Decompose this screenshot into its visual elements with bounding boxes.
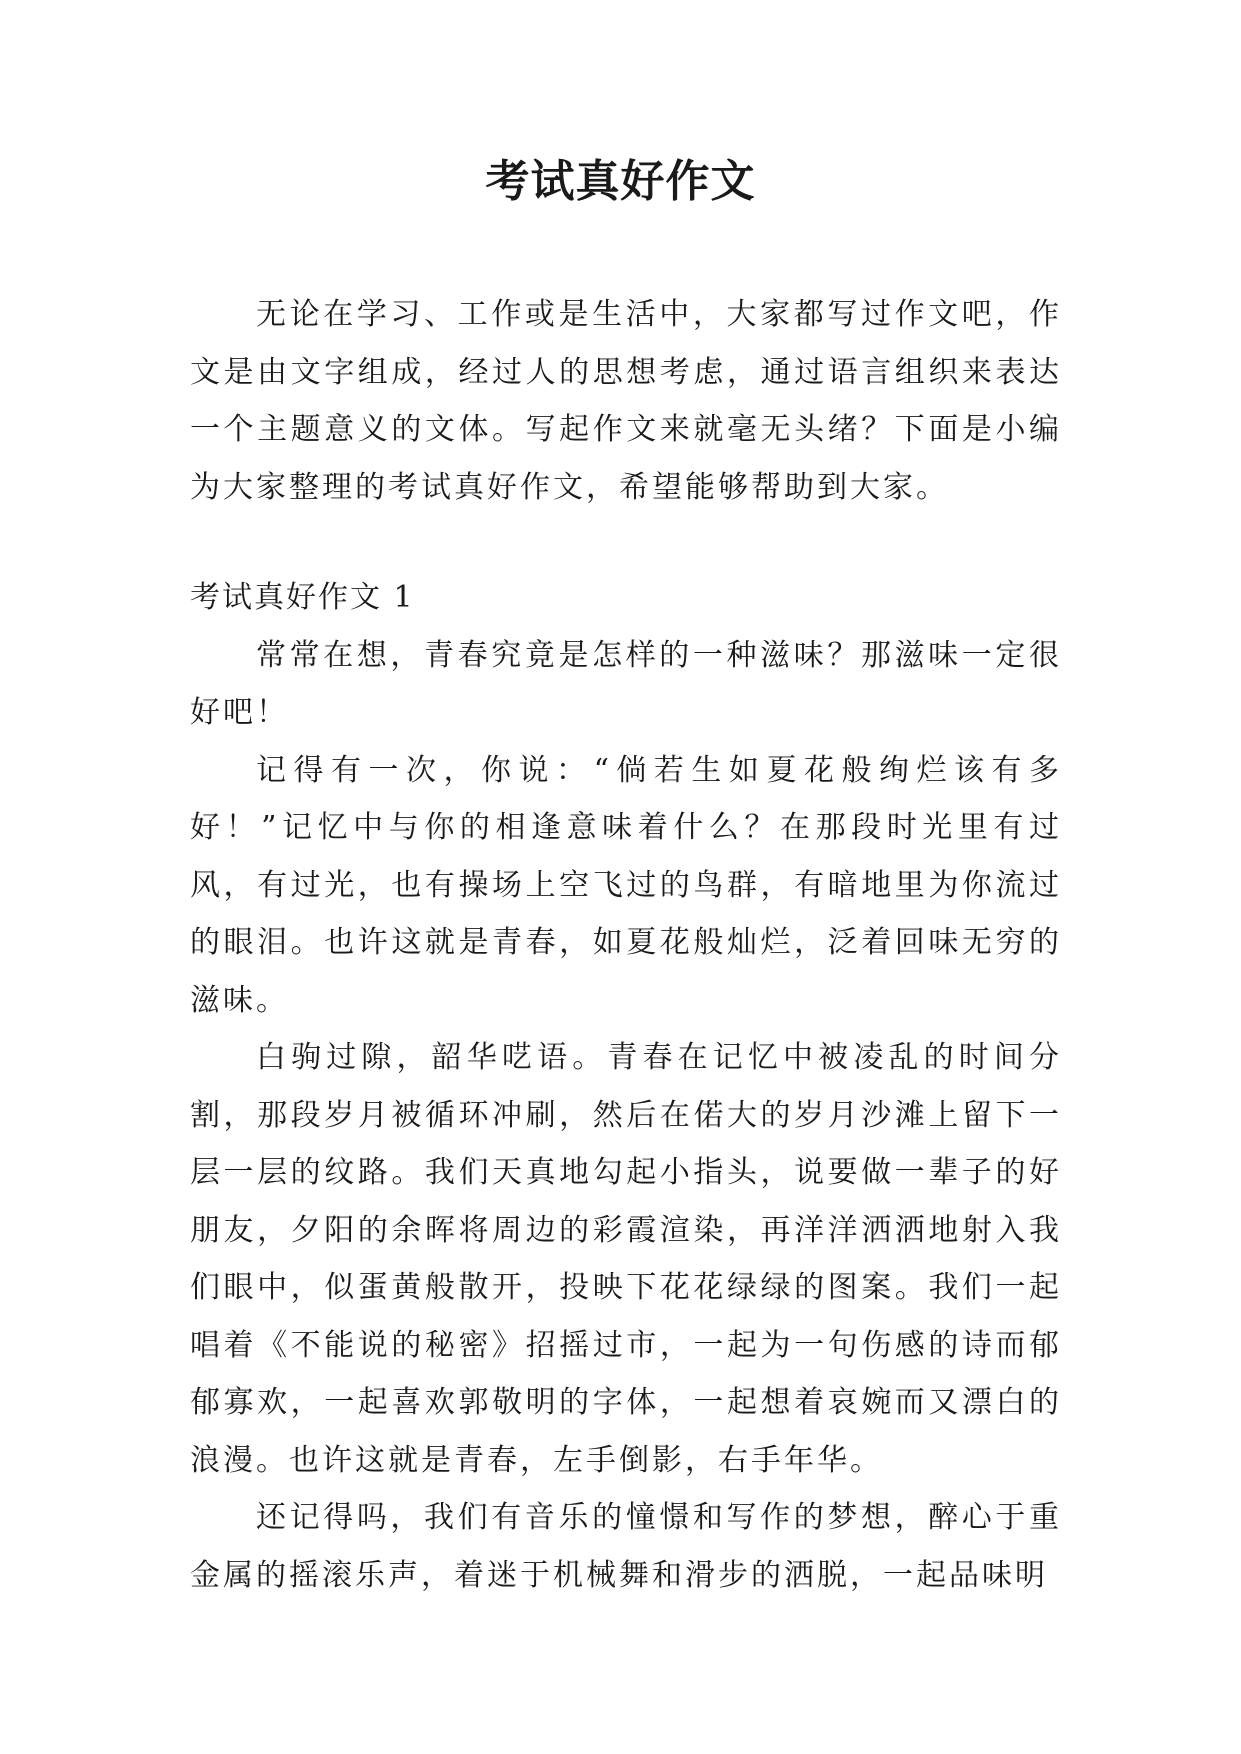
document-body: [190, 286, 1062, 1604]
section-heading: 考试真好作文 1: [190, 580, 415, 615]
body-paragraph: 记得有一次，你说：“倘若生如夏花般绚烂该有多好！”记忆中与你的相逢意味着什么？在那段时光里有过风，有过光，也有操场上空飞过的鸟群，有暗地里为你流过的眼泪。也许这就是青春，如夏花般灿烂，泛着回味无穷的滋味。: [190, 752, 1062, 1018]
intro-paragraph: 无论在学习、工作或是生活中，大家都写过作文吧，作文是由文字组成，经过人的思想考虑，通过语言组织来表达一个主题意义的文体。写起作文来就毫无头绪？下面是小编为大家整理的考试真好作文，希望能够帮助到大家。: [190, 297, 1062, 505]
body-paragraph: 常常在想，青春究竟是怎样的一种滋味？那滋味一定很好吧！: [190, 637, 1062, 730]
body-paragraph: 还记得吗，我们有音乐的憧憬和写作的梦想，醉心于重金属的摇滚乐声，着迷于机械舞和滑步的洒脱，一起品味明: [190, 1500, 1062, 1593]
document-title: 考试真好作文: [485, 156, 756, 207]
body-paragraph: 白驹过隙，韶华呓语。青春在记忆中被凌乱的时间分割，那段岁月被循环冲刷，然后在偌大的岁月沙滩上留下一层一层的纹路。我们天真地勾起小指头，说要做一辈子的好朋友，夕阳的余晖将周边的彩霞渲染，再洋洋洒洒地射入我们眼中，似蛋黄般散开，投映下花花绿绿的图案。我们一起唱着《不能说的秘密》招摇过市，一起为一句伤感的诗而郁郁寡欢，一起喜欢郭敬明的字体，一起想着哀婉而又漂白的浪漫。也许这就是青春，左手倒影，右手年华。: [190, 1040, 1062, 1478]
